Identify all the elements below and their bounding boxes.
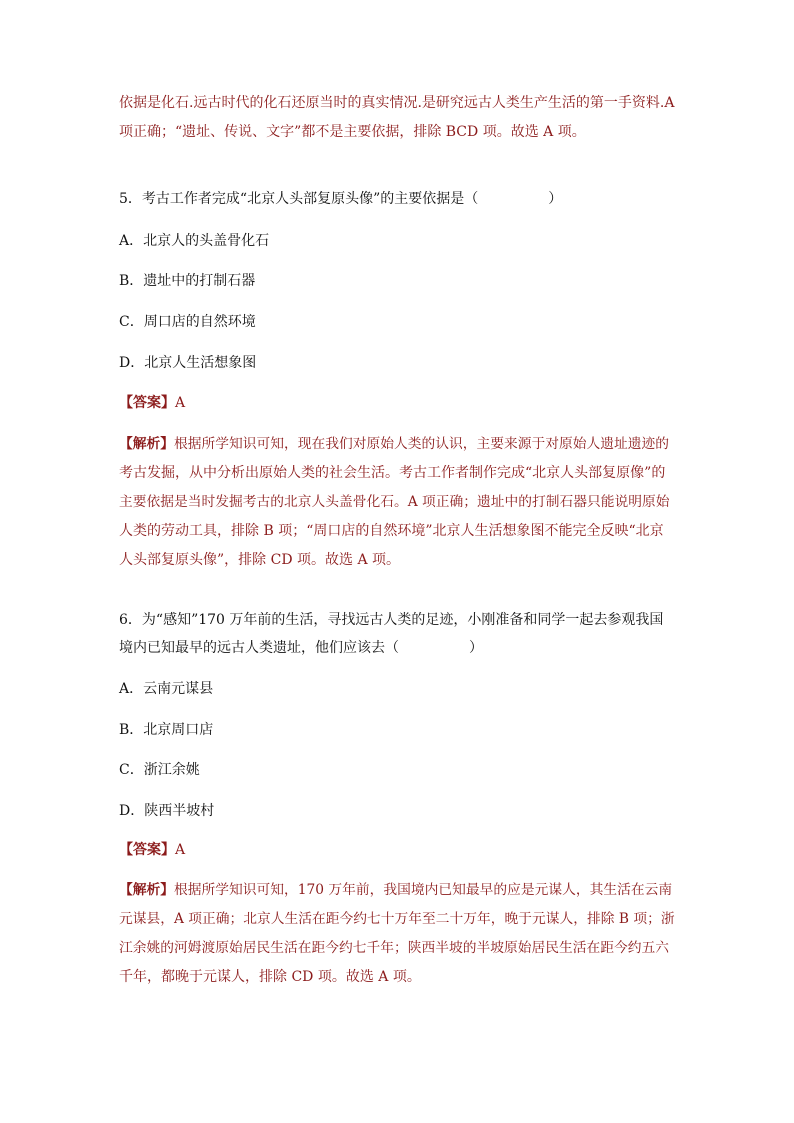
answer-line [119,393,185,413]
answer-value: A [175,842,186,858]
question-6-option-d: D．陕西半坡村 [119,803,215,819]
question-5-option-a: A．北京人的头盖骨化石 [119,233,270,249]
question-6-option-b: B．北京周口店 [119,722,214,738]
question-5-stem [119,189,562,209]
analysis-label: 【解析】 [119,882,175,898]
question-6-stem-line-1: 6．为“感知”170 万年前的生活，寻找远古人类的足迹，小刚准备和同学一起去参观我国 [119,612,664,628]
analysis-line-4 [119,521,664,541]
question-5-option-b: B．遗址中的打制石器 [119,273,256,289]
question-5-option-d: D．北京人生活想象图 [119,355,257,371]
answer-value: A [175,395,186,411]
question-5-stem-text: 5．考古工作者完成“北京人头部复原头像”的主要依据是（ [119,191,479,207]
analysis-text: 考古发掘，从中分析出原始人类的社会生活。考古工作者制作完成 [119,465,525,481]
analysis-text: 根据所学知识可知，现在我们对原始人类的认识，主要来源于对原始人遗址遗迹的 [174,436,670,452]
question-5-stem-close: ） [548,191,563,207]
analysis-line-3: 江余姚的河姆渡原始居民生活在距今约七千年；陕西半坡的半坡原始居民生活在距今约五六 [119,940,670,956]
analysis-label: 【解析】 [119,436,175,452]
analysis-line-1 [119,434,669,454]
question-6-stem-text: 境内已知最早的远古人类遗址，他们应该去（ [119,640,399,656]
answer-label: 【答案】 [119,842,175,858]
question-6-stem-line-2 [119,638,483,658]
analysis-line-2: 元谋县，A 项正确；北京人生活在距今约七十万年至二十万年，晚于元谋人，排除 B 项；浙 [119,911,675,927]
answer-label: 【答案】 [119,395,175,411]
question-6-option-a: A．云南元谋县 [119,681,214,697]
intro-line-2: 项正确；“遗址、传说、文字”都不是主要依据，排除 BCD 项。故选 A 项。 [119,124,586,140]
question-6-option-c: C．浙江余姚 [119,762,200,778]
question-5-option-c: C．周口店的自然环境 [119,314,256,330]
analysis-text: 的 [651,465,666,481]
analysis-text: 根据所学知识可知，170 万年前，我国境内已知最早的应是元谋人，其生活在云南 [174,882,673,898]
analysis-text: 人类的劳动工具，排除 B 项； [119,523,307,539]
analysis-quote: “周口店的自然环境”北京人生活想象图不能完全反映“北京 [306,523,664,539]
analysis-line-1 [119,880,672,900]
question-6-stem-close: ） [469,640,483,656]
analysis-line-5: 人头部复原头像”，排除 CD 项。故选 A 项。 [119,552,401,568]
analysis-line-2 [119,463,665,483]
analysis-line-4: 千年，都晚于元谋人，排除 CD 项。故选 A 项。 [119,969,421,985]
answer-line [119,840,185,860]
analysis-line-3: 主要依据是当时发掘考古的北京人头盖骨化石。A 项正确；遗址中的打制石器只能说明原始 [119,494,670,510]
intro-line-1: 依据是化石.远古时代的化石还原当时的真实情况.是研究远古人类生产生活的第一手资料.A [119,95,675,111]
analysis-quote: “北京人头部复原像” [525,465,652,481]
